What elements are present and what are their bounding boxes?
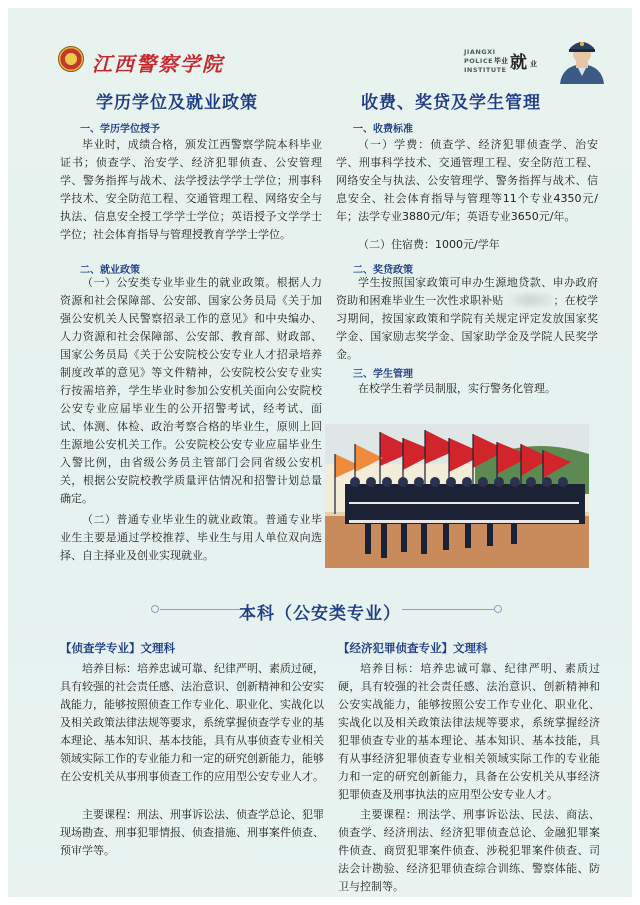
left-section-title: 学历学位及就业政策 <box>96 93 258 113</box>
investigation-major-heading: 【侦查学专业】文理科 <box>60 641 175 655</box>
management-paragraph: 在校学生着学员制服，实行警务化管理。 <box>358 382 556 395</box>
jobs-badge-mid: 毕业 <box>494 57 508 65</box>
accommodation-paragraph: （二）住宿费：1000元/学年 <box>358 238 500 251</box>
police-officer-icon <box>554 36 610 84</box>
degree-subheading: 一、学历学位授予 <box>80 124 160 135</box>
scholarship-paragraph <box>336 274 598 364</box>
majors-title: 本科（公安类专业） <box>239 604 401 624</box>
jobs-badge-line1: JIANGXI <box>464 48 496 56</box>
jobs-badge-tail: 业 <box>530 60 537 68</box>
tuition-paragraph: （一）学费：侦查学、经济犯罪侦查学、治安学、刑事科学技术、交通管理工程、安全防范工程、网络安全与执法、公安管理学、警务指挥与战术、信息安全、社会体育指导与管理等11个专业4350元/年；法学专业3880元/年；英语专业3650元/年。 <box>336 138 598 223</box>
jobs-badge-big: 就 <box>510 53 527 73</box>
economic-crime-major-courses: 主要课程：刑法学、刑事诉讼法、民法、商法、侦查学、经济刑法、经济犯罪侦查总论、金融犯罪案件侦查、商贸犯罪案件侦查、涉税犯罪案件侦查、司法会计勘验、经济犯罪侦查综合训练、警察体能、防卫与控制等。 <box>338 808 600 893</box>
right-section-title: 收费、奖贷及学生管理 <box>361 93 541 113</box>
employment-subheading: 二、就业政策 <box>80 265 140 276</box>
degree-paragraph: 毕业时，成绩合格，颁发江西警察学院本科毕业证书；侦查学、治安学、经济犯罪侦查、公安管理学、警务指挥与战术、法学授法学学士学位；刑事科学技术、安全防范工程、交通管理工程、网络安全与执法、信息安全授工学学士学位；英语授予文学学士学位；社会体育指导与管理授教育学学士学位。 <box>60 138 322 241</box>
jobs-badge <box>464 44 546 84</box>
economic-crime-major-heading: 【经济犯罪侦查专业】文理科 <box>338 641 488 655</box>
jobs-badge-line2: POLICE <box>464 57 494 65</box>
fees-subheading: 一、收费标准 <box>353 124 413 135</box>
title-rule-right <box>402 609 494 610</box>
investigation-major-courses: 主要课程：刑法、刑事诉讼法、侦查学总论、犯罪现场勘查、刑事犯罪情报、侦查措施、刑事案件侦查、预审学等。 <box>60 808 324 857</box>
investigation-major-goal: 培养目标：培养忠诚可靠、纪律严明、素质过硬，具有较强的社会责任感、法治意识、创新精神和公安实战能力，能够按照侦查工作专业化、职业化、实战化以及相关政策法律法规等要求，系统掌握侦查学专业的基本理论、基本知识、基本技能，具有从事侦查专业相关领域实际工作的专业能力和一定的研究创新能力，能够在公安机关从事刑事侦查工作的应用型公安专业人才。 <box>60 662 324 783</box>
scholarship-subheading: 二、奖贷政策 <box>353 265 413 276</box>
brochure-page <box>8 8 632 897</box>
scholarship-text-b: ；在校学习期间，按国家政策和学院有关规定评定发放国家奖学金、国家励志奖学金、国家助学金及学院人民奖学金。 <box>336 294 598 361</box>
header <box>8 8 632 78</box>
jobs-badge-line3: INSTITUTE <box>464 66 507 74</box>
police-emblem-icon <box>58 46 84 72</box>
employment-paragraph-2: （二）普通专业毕业生的就业政策。普通专业毕业生主要是通过学校推荐、毕业生与用人单位双向选择、自主择业及创业实现就业。 <box>60 513 322 562</box>
management-subheading: 三、学生管理 <box>353 369 413 380</box>
scholarship-text-a: 学生按照国家政策可申办生源地贷款、申办政府资助和困难毕业生一次性求职补贴 <box>336 276 598 307</box>
parade-photo <box>325 424 589 568</box>
employment-paragraph-1: （一）公安类专业毕业生的就业政策。根据人力资源和社会保障部、公安部、国家公务员局《关于加强公安机关人民警察招录工作的意见》和中央编办、人力资源和社会保障部、公安部、教育部、财政部、国家公务员局《关于公安院校公安专业人才招录培养制度改革的意见》等文件精神，公安院校公安专业实行按需培养，学生毕业时参加公安机关面向公安院校公安专业应届毕业生的公开招警考试，经考试、面试、体测、体检、政治考察合格的毕业生，原则上回生源地公安机关工作。公安院校公安专业应届毕业生入警比例，由省级公务员主管部门会同省级公安机关，根据公安院校教学质量评估情况和招警计划总量确定。 <box>60 276 322 505</box>
economic-crime-major-goal: 培养目标：培养忠诚可靠、纪律严明、素质过硬，具有较强的社会责任感、法治意识、创新精神和公安实战能力，能够按照公安工作专业化、职业化、实战化以及相关政策法律法规等要求，系统掌握经济犯罪侦查专业的基本理论、基本知识、基本技能，具有从事经济犯罪侦查专业相关领域实际工作的专业能力和一定的研究创新能力，具备在公安机关从事经济犯罪侦查及刑事执法的应用型公安专业人才。 <box>338 662 600 801</box>
redacted-mark <box>504 294 554 306</box>
title-ornament-right <box>494 605 502 613</box>
college-logo-text: 江西警察学院 <box>92 52 224 76</box>
